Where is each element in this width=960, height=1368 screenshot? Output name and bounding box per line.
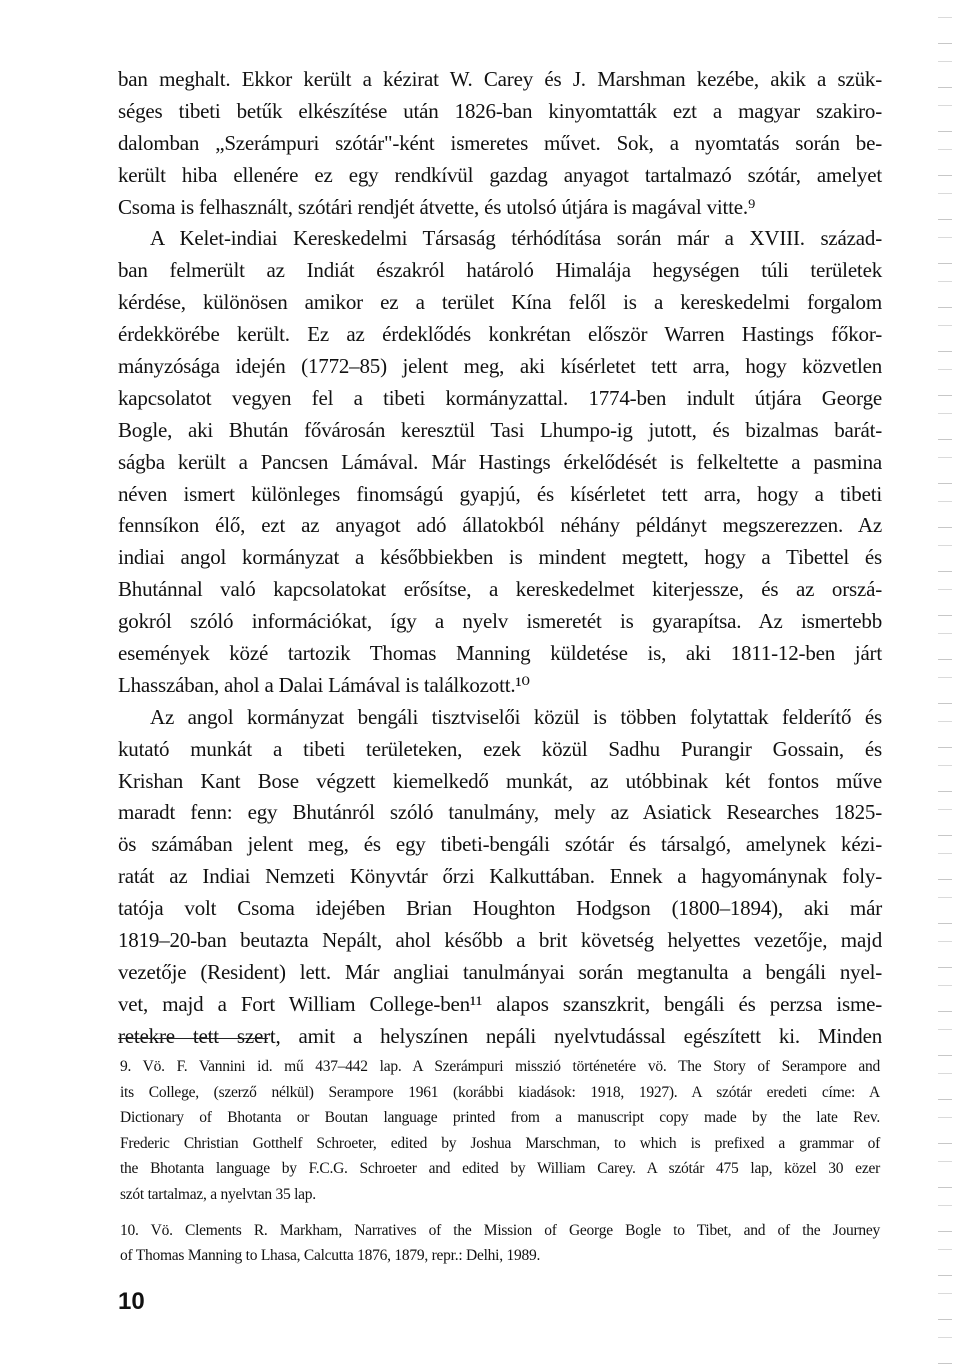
footnote-line: the Bhotanta language by F.C.G. Schroeter and edited by William Carey. A szótár 475 lap, közel 30 ezer: [120, 1160, 880, 1178]
body-line: Bogle, aki Bhután fővárosán keresztül Tasi Lhumpo-ig jutott, és bizalmas barát-: [118, 417, 882, 442]
body-line: vet, majd a Fort William College-ben¹¹ alapos szanszkrit, bengáli és perzsa isme-: [118, 991, 882, 1016]
body-line: Krishan Kant Bose végzett kiemelkedő munkát, az utóbbinak két fontos műve: [118, 768, 882, 793]
body-line: mányzósága idején (1772–85) jelent meg, aki kísérletet tett arra, hogy közvetlen: [118, 354, 882, 379]
body-line: ban meghalt. Ekkor került a kézirat W. Carey és J. Marshman kezébe, akik a szük-: [118, 67, 882, 91]
body-line: ös számában jelent meg, és egy tibeti-bengáli szótár és társalgó, amelynek kézi-: [118, 832, 882, 857]
footnote-line: Frederic Christian Gotthelf Schroeter, edited by Joshua Marschman, to which is prefixed a grammar of: [120, 1134, 880, 1152]
footnote-line: Dictionary of Bhotanta or Boutan language printed from a manuscript copy made by the late Rev.: [120, 1109, 880, 1127]
body-text: [118, 64, 882, 1053]
body-line: fennsíkon élő, ezt az anyagot adó állatokból néhány példányt megszerezzen. Az: [118, 513, 882, 538]
body-line: indiai angol kormányzat a későbbiekben is mindent megtett, hogy a Tibettel és: [118, 545, 882, 570]
body-line: dalomban „Szerámpuri szótár"-ként ismeretes művet. Sok, a nyomtatás során be-: [118, 130, 882, 155]
body-line: ságba került a Pancsen Lámával. Már Hastings érkelődését is felkeltette a pasmina: [118, 449, 882, 474]
body-line: maradt fenn: egy Bhutánról szóló tanulmány, mely az Asiatick Researches 1825-: [118, 800, 882, 825]
body-line: érdekkörébe került. Ez az érdeklődés konkrétan először Warren Hastings főkor-: [118, 322, 882, 347]
page-number: 10: [118, 1288, 145, 1315]
body-line: vezetője (Resident) lett. Már angliai tanulmányai során megtanulta a bengáli nyel-: [118, 959, 882, 984]
footnote-line: of Thomas Manning to Lhasa, Calcutta 1876, 1879, repr.: Delhi, 1989.: [120, 1247, 541, 1265]
body-line: ratát az Indiai Nemzeti Könyvtár őrzi Kalkuttában. Ennek a hagyománynak foly-: [118, 864, 882, 889]
body-line: Csoma is felhasznált, szótári rendjét átvette, és utolsó útjára is magával vitte.⁹: [118, 194, 756, 219]
body-line: A Kelet-indiai Kereskedelmi Társaság térhódítása során már a XVIII. század-: [150, 226, 882, 251]
body-line: néven ismert különleges finomságú gyapjú, és kísérletet tett arra, hogy a tibeti: [118, 481, 882, 506]
body-line: 1819–20-ban beutazta Nepált, ahol később a brit követség helyettes vezetője, majd: [118, 928, 882, 953]
body-line: gokról szóló információkat, így a nyelv ismeretét is gyarapítsa. Az ismertebb: [118, 609, 882, 634]
body-line: Lhasszában, ahol a Dalai Lámával is találkozott.¹⁰: [118, 672, 530, 697]
body-line: tatója volt Csoma idejében Brian Houghton Hodgson (1800–1894), aki már: [118, 896, 882, 921]
footnote-line: szót tartalmaz, a nyelvtan 35 lap.: [120, 1185, 316, 1203]
body-line: kapcsolatot vegyen fel a tibeti kormányzattal. 1774-ben indult útjára George: [118, 385, 882, 410]
body-line: séges tibeti betűk elkészítése után 1826-ban kinyomtatták ezt a magyar szakiro-: [118, 98, 882, 123]
body-line: kutató munkát a tibeti területeken, ezek közül Sadhu Purangir Gossain, és: [118, 736, 882, 761]
footnote-divider: [118, 1038, 268, 1039]
footnote-line: 10. Vö. Clements R. Markham, Narratives of the Mission of George Bogle to Tibet, and of the Journey: [120, 1221, 880, 1239]
footnote-10: [120, 1218, 880, 1269]
footnote-line: 9. Vö. F. Vannini id. mű 437–442 lap. A Szerámpuri misszió történetére vö. The Story of Serampore and: [120, 1058, 880, 1075]
body-line: Bhutánnal való kapcsolatokat erősítse, a kereskedelmet kiterjessze, és az orszá-: [118, 577, 882, 602]
body-line: események közé tartozik Thomas Manning küldetése is, aki 1811-12-ben járt: [118, 641, 882, 666]
body-line: Az angol kormányzat bengáli tisztviselői közül is többen folytattak felderítő és: [150, 704, 882, 729]
body-line: kérdése, különösen amikor ez a terület Kína felől is a kereskedelmi forgalom: [118, 290, 882, 315]
footnote-gap: [120, 1208, 880, 1218]
body-line: ban felmerült az Indiát északról határoló Himalája hegységen túli területek: [118, 258, 882, 283]
body-line: került hiba ellenére ez egy rendkívül gazdag anyagot tartalmazó szótár, amelyet: [118, 162, 882, 187]
footnote-line: its College, (szerző nélkül) Serampore 1961 (korábbi kiadások: 1918, 1927). A szótár eredeti címe: A: [120, 1083, 880, 1101]
footnotes: [120, 1054, 880, 1269]
footnote-9: [120, 1054, 880, 1208]
scan-edge-artifact: [938, 0, 952, 1368]
body-line: retekre tett szert, amit a helyszínen nepáli nyelvtudással egészített ki. Minden: [118, 1023, 882, 1048]
